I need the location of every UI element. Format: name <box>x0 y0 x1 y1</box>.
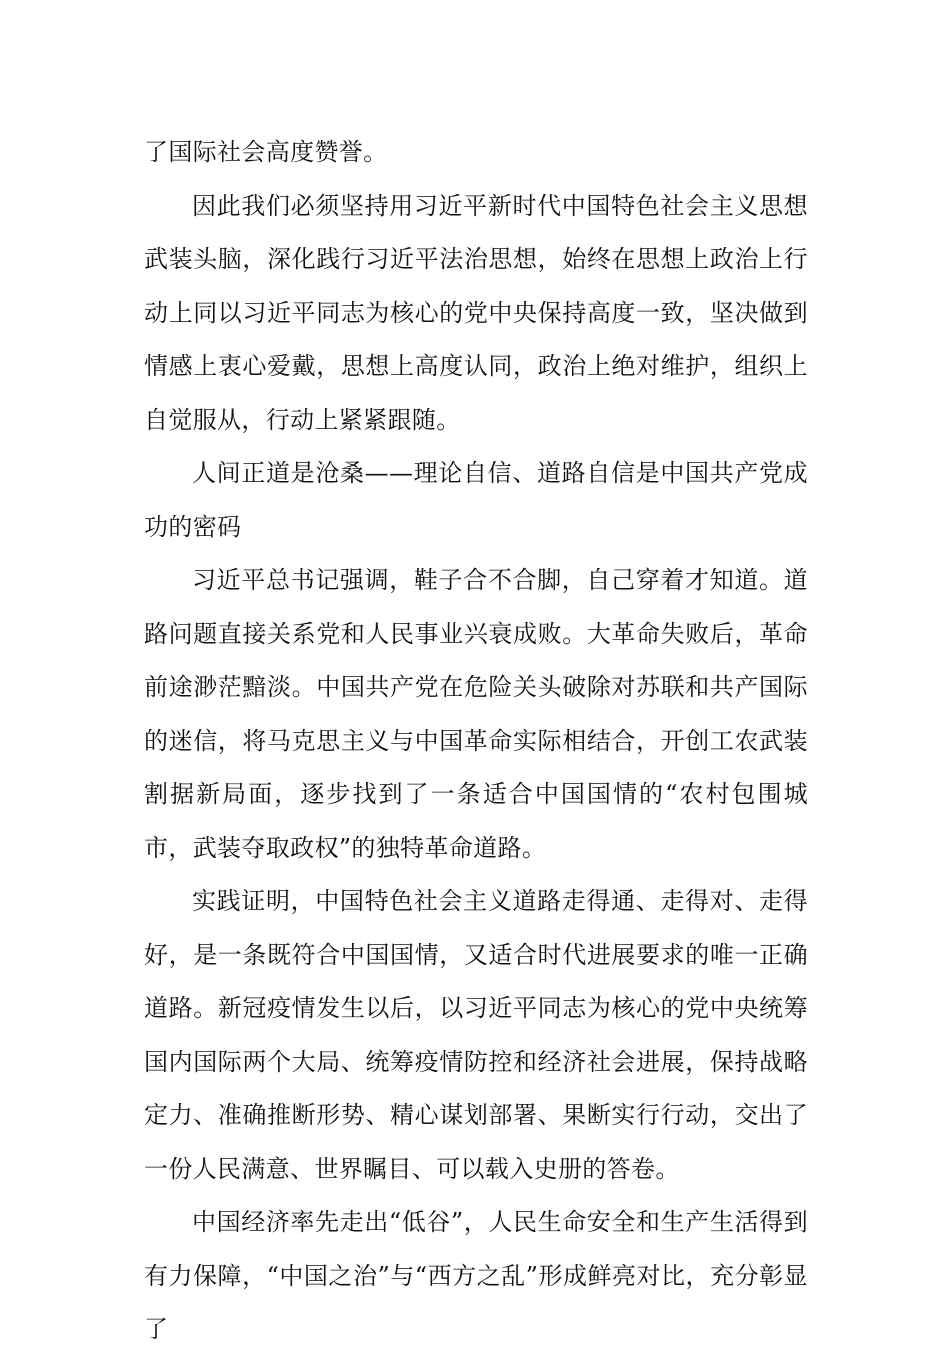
paragraph: 了国际社会高度赞誉。 <box>144 138 388 166</box>
document-body <box>144 126 808 1357</box>
section-heading: 人间正道是沧桑——理论自信、道路自信是中国共产党成功的密码 <box>144 459 808 541</box>
paragraph: 实践证明，中国特色社会主义道路走得通、走得对、走得好，是一条既符合中国国情，又适合时代进展要求的唯一正确道路。新冠疫情发生以后，以习近平同志为核心的党中央统筹国内国际两个大局、统筹疫情防控和经济社会进展，保持战略定力、准确推断形势、精心谋划部署、果断实行行动，交出了一份人民满意、世界瞩目、可以载入史册的答卷。 <box>144 887 808 1183</box>
paragraph: 中国经济率先走出“低谷”，人民生命安全和生产生活得到有力保障，“中国之治”与“西方之乱”形成鲜亮对比，充分彰显了 <box>144 1208 808 1343</box>
paragraph: 因此我们必须坚持用习近平新时代中国特色社会主义思想武装头脑，深化践行习近平法治思想，始终在思想上政治上行动上同以习近平同志为核心的党中央保持高度一致，坚决做到情感上衷心爱戴，思想上高度认同，政治上绝对维护，组织上自觉服从，行动上紧紧跟随。 <box>144 191 808 434</box>
paragraph: 习近平总书记强调，鞋子合不合脚，自己穿着才知道。道路问题直接关系党和人民事业兴衰成败。大革命失败后，革命前途渺茫黯淡。中国共产党在危险关头破除对苏联和共产国际的迷信，将马克思主义与中国革命实际相结合，开创工农武装割据新局面，逐步找到了一条适合中国国情的“农村包围城市，武装夺取政权”的独特革命道路。 <box>144 566 808 862</box>
